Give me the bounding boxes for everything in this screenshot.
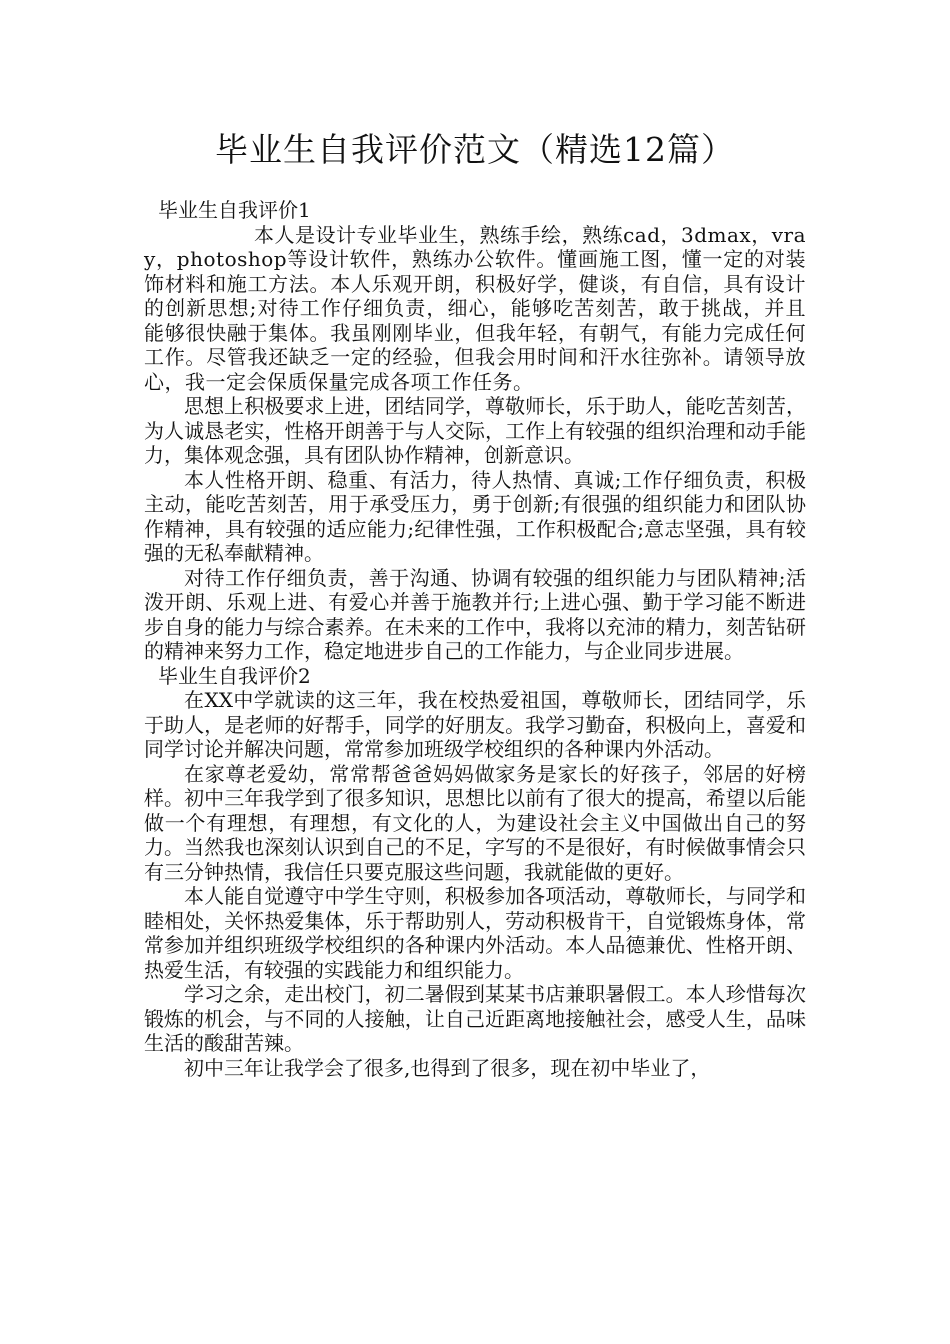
paragraph: 初中三年让我学会了很多,也得到了很多，现在初中毕业了， xyxy=(184,1055,711,1080)
section-heading: 毕业生自我评价2 xyxy=(158,663,311,688)
section-2 xyxy=(144,664,806,1081)
paragraph: 本人是设计专业毕业生，熟练手绘，熟练cad，3dmax，vray，photoshop等设计软件，熟练办公软件。懂画施工图，懂一定的对装饰材料和施工方法。本人乐观开朗，积极好学，健谈，有自信，具有设计的创新思想;对待工作仔细负责，细心，能够吃苦刻苦，敢于挑战，并且能够很快融于集体。我虽刚刚毕业，但我年轻，有朝气，有能力完成任何工作。尽管我还缺乏一定的经验，但我会用时间和汗水往弥补。请领导放心，我一定会保质保量完成各项工作任务。 xyxy=(144,222,806,394)
document-body xyxy=(144,198,806,1080)
paragraph: 思想上积极要求上进，团结同学，尊敬师长，乐于助人，能吃苦刻苦，为人诚恳老实，性格开朗善于与人交际，工作上有较强的组织治理和动手能力，集体观念强，具有团队协作精神，创新意识。 xyxy=(144,394,806,467)
section-heading: 毕业生自我评价1 xyxy=(158,198,311,222)
paragraph: 在XX中学就读的这三年，我在校热爱祖国，尊敬师长，团结同学，乐于助人，是老师的好帮手，同学的好朋友。我学习勤奋，积极向上，喜爱和同学讨论并解决问题，常常参加班级学校组织的各种课内外活动。 xyxy=(144,688,806,761)
document-title: 毕业生自我评价范文（精选12篇） xyxy=(215,130,735,169)
paragraph: 对待工作仔细负责，善于沟通、协调有较强的组织能力与团队精神;活泼开朗、乐观上进、有爱心并善于施教并行;上进心强、勤于学习能不断进步自身的能力与综合素养。在未来的工作中，我将以充沛的精力，刻苦钻研的精神来努力工作，稳定地进步自己的工作能力，与企业同步进展。 xyxy=(144,565,806,663)
paragraph: 在家尊老爱幼，常常帮爸爸妈妈做家务是家长的好孩子，邻居的好榜样。初中三年我学到了很多知识，思想比以前有了很大的提高，希望以后能做一个有理想，有理想，有文化的人，为建设社会主义中国做出自己的努力。当然我也深刻认识到自己的不足，字写的不是很好，有时候做事情会只有三分钟热情，我信任只要克服这些问题，我就能做的更好。 xyxy=(144,761,806,884)
section-1 xyxy=(144,198,806,664)
paragraph: 本人能自觉遵守中学生守则，积极参加各项活动，尊敬师长，与同学和睦相处，关怀热爱集体，乐于帮助别人，劳动积极肯干，自觉锻炼身体，常常参加并组织班级学校组织的各种课内外活动。本人品德兼优、性格开朗、热爱生活，有较强的实践能力和组织能力。 xyxy=(144,884,806,982)
paragraph: 学习之余，走出校门，初二暑假到某某书店兼职暑假工。本人珍惜每次锻炼的机会，与不同的人接触，让自己近距离地接触社会，感受人生，品味生活的酸甜苦辣。 xyxy=(144,982,806,1055)
paragraph: 本人性格开朗、稳重、有活力，待人热情、真诚;工作仔细负责，积极主动，能吃苦刻苦，用于承受压力，勇于创新;有很强的组织能力和团队协作精神，具有较强的适应能力;纪律性强，工作积极配合;意志坚强，具有较强的无私奉献精神。 xyxy=(144,467,806,565)
